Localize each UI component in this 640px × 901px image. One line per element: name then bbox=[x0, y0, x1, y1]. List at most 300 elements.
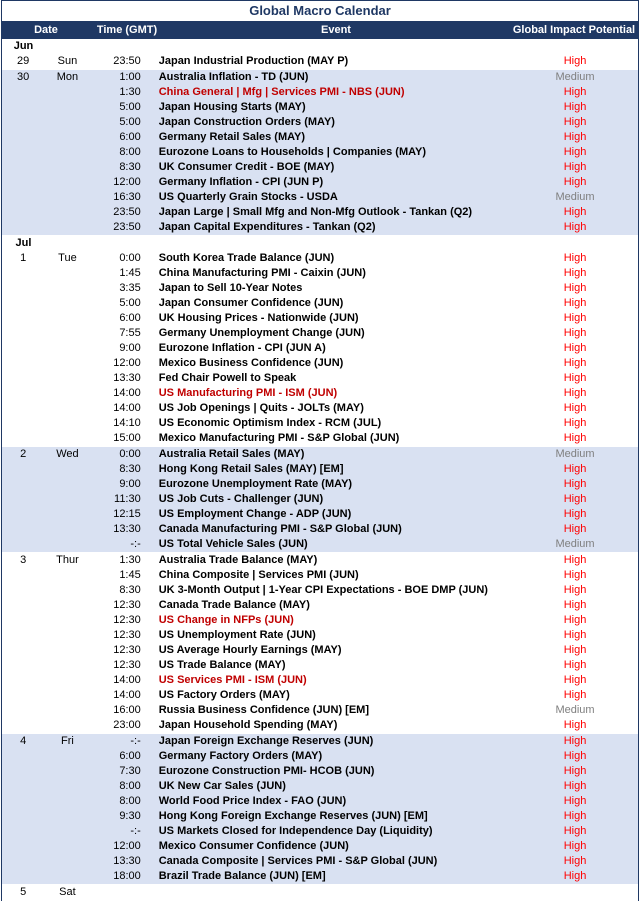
day-of-week bbox=[45, 507, 89, 522]
impact-level: High bbox=[563, 402, 587, 414]
day-number bbox=[1, 643, 45, 658]
day-number bbox=[1, 522, 45, 537]
calendar-title: Global Macro Calendar bbox=[1, 0, 639, 21]
event-name: Eurozone Inflation - CPI (JUN A) bbox=[158, 342, 326, 354]
impact-level: High bbox=[563, 840, 587, 852]
event-row bbox=[1, 522, 639, 537]
event-row bbox=[1, 794, 639, 809]
day-number: 29 bbox=[17, 55, 30, 67]
event-row bbox=[1, 311, 639, 326]
day-number bbox=[1, 477, 45, 492]
event-name: US Job Cuts - Challenger (JUN) bbox=[158, 493, 324, 505]
day-number bbox=[1, 854, 45, 869]
event-row bbox=[1, 764, 639, 779]
day-of-week bbox=[45, 824, 89, 839]
day-of-week bbox=[45, 749, 89, 764]
event-row bbox=[1, 341, 639, 356]
day-of-week bbox=[45, 628, 89, 643]
day-of-week bbox=[45, 220, 89, 235]
event-row bbox=[1, 734, 639, 749]
day-of-week bbox=[45, 311, 89, 326]
event-time: 12:30 bbox=[113, 659, 141, 671]
event-time: 9:30 bbox=[119, 810, 141, 822]
event-time: 6:00 bbox=[119, 312, 141, 324]
header-impact: Global Impact Potential bbox=[512, 24, 636, 36]
event-name: US Economic Optimism Index - RCM (JUL) bbox=[158, 417, 382, 429]
event-name: US Trade Balance (MAY) bbox=[158, 659, 286, 671]
day-of-week: Thur bbox=[56, 554, 79, 566]
day-of-week bbox=[45, 854, 89, 869]
event-row bbox=[1, 703, 639, 718]
event-name: Canada Trade Balance (MAY) bbox=[158, 599, 310, 611]
day-of-week bbox=[45, 190, 89, 205]
event-time: 8:30 bbox=[119, 161, 141, 173]
event-name: Japan Industrial Production (MAY P) bbox=[158, 55, 349, 67]
event-name: Mexico Business Confidence (JUN) bbox=[158, 357, 344, 369]
event-time: 9:00 bbox=[119, 478, 141, 490]
impact-level: High bbox=[563, 599, 587, 611]
day-of-week bbox=[45, 688, 89, 703]
impact-level: High bbox=[563, 342, 587, 354]
event-time: 14:00 bbox=[113, 387, 141, 399]
event-name: US Markets Closed for Independence Day (Liquidity) bbox=[158, 825, 433, 837]
event-name: US Quarterly Grain Stocks - USDA bbox=[158, 191, 338, 203]
day-number bbox=[1, 613, 45, 628]
day-number bbox=[1, 115, 45, 130]
event-row bbox=[1, 553, 639, 568]
event-row bbox=[1, 628, 639, 643]
event-row bbox=[1, 145, 639, 160]
impact-level bbox=[511, 885, 639, 900]
day-number bbox=[1, 598, 45, 613]
impact-level: High bbox=[563, 327, 587, 339]
event-time: 14:00 bbox=[113, 674, 141, 686]
day-number bbox=[1, 190, 45, 205]
impact-level: High bbox=[563, 569, 587, 581]
event-row bbox=[1, 281, 639, 296]
day-number bbox=[1, 175, 45, 190]
day-of-week bbox=[45, 386, 89, 401]
event-name: US Average Hourly Earnings (MAY) bbox=[158, 644, 342, 656]
impact-level: Medium bbox=[555, 71, 595, 83]
event-row bbox=[1, 447, 639, 462]
header-event: Event bbox=[321, 24, 351, 36]
day-block bbox=[1, 447, 639, 553]
event-time: 6:00 bbox=[119, 131, 141, 143]
event-row bbox=[1, 718, 639, 733]
day-number bbox=[1, 401, 45, 416]
day-number bbox=[1, 326, 45, 341]
day-of-week bbox=[45, 658, 89, 673]
event-row bbox=[1, 568, 639, 583]
impact-level: High bbox=[563, 750, 587, 762]
event-name: Germany Inflation - CPI (JUN P) bbox=[158, 176, 324, 188]
event-name: Germany Unemployment Change (JUN) bbox=[158, 327, 365, 339]
event-row bbox=[1, 70, 639, 85]
event-row bbox=[1, 613, 639, 628]
event-time: 23:50 bbox=[113, 55, 141, 67]
event-time: 12:30 bbox=[113, 629, 141, 641]
day-number bbox=[1, 205, 45, 220]
day-number bbox=[1, 794, 45, 809]
event-name: Germany Factory Orders (MAY) bbox=[158, 750, 323, 762]
day-number: 1 bbox=[20, 252, 27, 264]
day-of-week bbox=[45, 145, 89, 160]
event-time: 14:10 bbox=[113, 417, 141, 429]
event-row bbox=[1, 477, 639, 492]
day-of-week bbox=[45, 794, 89, 809]
impact-level: High bbox=[563, 644, 587, 656]
day-of-week bbox=[45, 431, 89, 446]
event-row bbox=[1, 401, 639, 416]
day-of-week bbox=[45, 115, 89, 130]
event-row bbox=[1, 749, 639, 764]
impact-level: High bbox=[563, 432, 587, 444]
day-of-week bbox=[45, 160, 89, 175]
day-of-week bbox=[45, 326, 89, 341]
day-of-week bbox=[45, 598, 89, 613]
event-time: 12:15 bbox=[113, 508, 141, 520]
event-row bbox=[1, 854, 639, 869]
day-of-week bbox=[45, 401, 89, 416]
event-time: 14:00 bbox=[113, 402, 141, 414]
impact-level: High bbox=[563, 101, 587, 113]
impact-level: High bbox=[563, 86, 587, 98]
event-name: UK New Car Sales (JUN) bbox=[158, 780, 286, 792]
event-name: Hong Kong Foreign Exchange Reserves (JUN) [EM] bbox=[158, 810, 428, 822]
impact-level: High bbox=[563, 131, 587, 143]
event-row bbox=[1, 386, 639, 401]
event-row bbox=[1, 673, 639, 688]
event-name: Australia Retail Sales (MAY) bbox=[158, 448, 305, 460]
event-time bbox=[90, 885, 151, 900]
event-time: 18:00 bbox=[113, 870, 141, 882]
event-name: Japan Consumer Confidence (JUN) bbox=[158, 297, 344, 309]
event-name: Russia Business Confidence (JUN) [EM] bbox=[158, 704, 369, 716]
day-block bbox=[1, 734, 639, 885]
event-name: Japan to Sell 10-Year Notes bbox=[158, 282, 303, 294]
impact-level: High bbox=[563, 719, 587, 731]
day-number bbox=[1, 492, 45, 507]
impact-level: High bbox=[563, 221, 587, 233]
event-time: 1:00 bbox=[119, 71, 141, 83]
event-time: 12:00 bbox=[113, 176, 141, 188]
event-name: US Manufacturing PMI - ISM (JUN) bbox=[158, 387, 338, 399]
day-of-week bbox=[45, 673, 89, 688]
day-number bbox=[1, 311, 45, 326]
event-name: Mexico Consumer Confidence (JUN) bbox=[158, 840, 349, 852]
day-of-week bbox=[45, 205, 89, 220]
event-name: South Korea Trade Balance (JUN) bbox=[158, 252, 335, 264]
event-time: 8:00 bbox=[119, 780, 141, 792]
event-name: US Job Openings | Quits - JOLTs (MAY) bbox=[158, 402, 364, 414]
event-row bbox=[1, 809, 639, 824]
impact-level: High bbox=[563, 417, 587, 429]
day-number bbox=[1, 658, 45, 673]
event-time: 1:30 bbox=[119, 86, 141, 98]
day-number bbox=[1, 266, 45, 281]
day-block bbox=[1, 885, 639, 901]
impact-level: High bbox=[563, 493, 587, 505]
impact-level: High bbox=[563, 252, 587, 264]
event-time: 5:00 bbox=[119, 297, 141, 309]
event-time: 13:30 bbox=[113, 855, 141, 867]
event-name: Japan Foreign Exchange Reserves (JUN) bbox=[158, 735, 374, 747]
event-time: 1:45 bbox=[119, 569, 141, 581]
day-number: 30 bbox=[17, 71, 30, 83]
event-name bbox=[151, 885, 511, 900]
impact-level: Medium bbox=[555, 538, 595, 550]
day-number bbox=[1, 688, 45, 703]
day-of-week bbox=[45, 477, 89, 492]
day-of-week bbox=[45, 839, 89, 854]
event-time: -:- bbox=[130, 538, 141, 550]
event-time: 3:35 bbox=[119, 282, 141, 294]
event-time: 12:00 bbox=[113, 840, 141, 852]
event-row bbox=[1, 296, 639, 311]
event-time: 15:00 bbox=[113, 432, 141, 444]
impact-level: High bbox=[563, 689, 587, 701]
impact-level: Medium bbox=[555, 191, 595, 203]
day-of-week bbox=[45, 522, 89, 537]
day-of-week bbox=[45, 356, 89, 371]
event-row bbox=[1, 462, 639, 477]
impact-level: High bbox=[563, 780, 587, 792]
event-name: Japan Capital Expenditures - Tankan (Q2) bbox=[158, 221, 376, 233]
event-time: 13:30 bbox=[113, 523, 141, 535]
header-date: Date bbox=[34, 24, 58, 36]
event-time: 14:00 bbox=[113, 689, 141, 701]
day-of-week bbox=[45, 130, 89, 145]
event-row bbox=[1, 356, 639, 371]
event-time: 5:00 bbox=[119, 101, 141, 113]
impact-level: High bbox=[563, 116, 587, 128]
day-of-week bbox=[45, 613, 89, 628]
day-of-week: Wed bbox=[56, 448, 79, 460]
event-name: Australia Inflation - TD (JUN) bbox=[158, 71, 309, 83]
event-name: UK Consumer Credit - BOE (MAY) bbox=[158, 161, 335, 173]
event-row bbox=[1, 160, 639, 175]
event-row bbox=[1, 492, 639, 507]
month-row bbox=[1, 236, 639, 251]
event-row bbox=[1, 885, 639, 900]
day-of-week bbox=[45, 568, 89, 583]
day-of-week bbox=[45, 281, 89, 296]
column-header-row bbox=[1, 21, 639, 39]
day-number bbox=[1, 507, 45, 522]
macro-calendar bbox=[1, 0, 639, 901]
event-row bbox=[1, 130, 639, 145]
day-number bbox=[1, 824, 45, 839]
impact-level: High bbox=[563, 463, 587, 475]
day-of-week: Sun bbox=[57, 55, 78, 67]
day-block bbox=[1, 553, 639, 734]
event-row bbox=[1, 220, 639, 235]
day-of-week bbox=[45, 809, 89, 824]
day-number bbox=[1, 673, 45, 688]
event-name: China General | Mfg | Services PMI - NBS (JUN) bbox=[158, 86, 405, 98]
day-number bbox=[1, 431, 45, 446]
day-of-week bbox=[45, 175, 89, 190]
event-time: -:- bbox=[130, 735, 141, 747]
day-of-week bbox=[45, 371, 89, 386]
event-time: 16:30 bbox=[113, 191, 141, 203]
event-row bbox=[1, 115, 639, 130]
impact-level: High bbox=[563, 267, 587, 279]
event-time: 1:45 bbox=[119, 267, 141, 279]
event-name: China Manufacturing PMI - Caixin (JUN) bbox=[158, 267, 366, 279]
event-row bbox=[1, 839, 639, 854]
event-time: 13:30 bbox=[113, 372, 141, 384]
impact-level: High bbox=[563, 297, 587, 309]
impact-level: High bbox=[563, 357, 587, 369]
day-number bbox=[1, 341, 45, 356]
event-time: 1:30 bbox=[119, 554, 141, 566]
event-row bbox=[1, 658, 639, 673]
event-time: 7:30 bbox=[119, 765, 141, 777]
event-time: 12:30 bbox=[113, 599, 141, 611]
impact-level: High bbox=[563, 387, 587, 399]
impact-level: High bbox=[563, 478, 587, 490]
day-of-week bbox=[45, 416, 89, 431]
day-number bbox=[1, 779, 45, 794]
day-of-week bbox=[45, 266, 89, 281]
event-row bbox=[1, 54, 639, 69]
day-of-week bbox=[45, 764, 89, 779]
day-of-week bbox=[45, 537, 89, 552]
day-of-week: Mon bbox=[56, 71, 79, 83]
event-time: 8:30 bbox=[119, 584, 141, 596]
event-name: US Employment Change - ADP (JUN) bbox=[158, 508, 352, 520]
day-of-week: Tue bbox=[58, 252, 77, 264]
event-time: 23:50 bbox=[113, 206, 141, 218]
event-time: 12:30 bbox=[113, 644, 141, 656]
event-row bbox=[1, 190, 639, 205]
day-of-week bbox=[45, 718, 89, 733]
event-row bbox=[1, 85, 639, 100]
event-name: Brazil Trade Balance (JUN) [EM] bbox=[158, 870, 326, 882]
impact-level: Medium bbox=[555, 704, 595, 716]
event-name: US Factory Orders (MAY) bbox=[158, 689, 290, 701]
event-name: Hong Kong Retail Sales (MAY) [EM] bbox=[158, 463, 344, 475]
impact-level: High bbox=[563, 312, 587, 324]
event-row bbox=[1, 779, 639, 794]
impact-level: High bbox=[563, 206, 587, 218]
day-of-week bbox=[45, 462, 89, 477]
day-of-week bbox=[45, 296, 89, 311]
impact-level: High bbox=[563, 825, 587, 837]
header-time: Time (GMT) bbox=[96, 24, 158, 36]
day-number bbox=[1, 296, 45, 311]
impact-level: High bbox=[563, 55, 587, 67]
event-name: Japan Construction Orders (MAY) bbox=[158, 116, 335, 128]
day-block bbox=[1, 236, 639, 447]
event-name: Japan Housing Starts (MAY) bbox=[158, 101, 306, 113]
event-name: US Unemployment Rate (JUN) bbox=[158, 629, 316, 641]
event-row bbox=[1, 431, 639, 446]
event-name: Canada Manufacturing PMI - S&P Global (JUN) bbox=[158, 523, 402, 535]
event-time: 23:50 bbox=[113, 221, 141, 233]
event-row bbox=[1, 643, 639, 658]
event-name: US Total Vehicle Sales (JUN) bbox=[158, 538, 308, 550]
impact-level: Medium bbox=[555, 448, 595, 460]
event-name: China Composite | Services PMI (JUN) bbox=[158, 569, 359, 581]
event-name: UK 3-Month Output | 1-Year CPI Expectations - BOE DMP (JUN) bbox=[158, 584, 488, 596]
day-of-week bbox=[45, 643, 89, 658]
event-name: Germany Retail Sales (MAY) bbox=[158, 131, 306, 143]
event-time: 12:00 bbox=[113, 357, 141, 369]
impact-level: High bbox=[563, 146, 587, 158]
day-of-week: Fri bbox=[61, 735, 74, 747]
event-row bbox=[1, 416, 639, 431]
day-number bbox=[1, 703, 45, 718]
impact-level: High bbox=[563, 176, 587, 188]
impact-level: High bbox=[563, 523, 587, 535]
event-row bbox=[1, 507, 639, 522]
day-number bbox=[1, 537, 45, 552]
day-number bbox=[1, 568, 45, 583]
event-row bbox=[1, 824, 639, 839]
event-row bbox=[1, 326, 639, 341]
event-row bbox=[1, 688, 639, 703]
impact-level: High bbox=[563, 855, 587, 867]
event-row bbox=[1, 175, 639, 190]
impact-level: High bbox=[563, 674, 587, 686]
month-label: Jun bbox=[13, 40, 34, 52]
event-time: 0:00 bbox=[119, 448, 141, 460]
event-time: 16:00 bbox=[113, 704, 141, 716]
day-of-week bbox=[45, 703, 89, 718]
impact-level: High bbox=[563, 810, 587, 822]
day-of-week bbox=[45, 100, 89, 115]
event-time: 8:30 bbox=[119, 463, 141, 475]
day-of-week bbox=[45, 341, 89, 356]
day-number bbox=[1, 462, 45, 477]
day-number bbox=[1, 130, 45, 145]
day-number bbox=[1, 628, 45, 643]
event-time: 9:00 bbox=[119, 342, 141, 354]
event-row bbox=[1, 583, 639, 598]
day-number bbox=[1, 100, 45, 115]
event-name: UK Housing Prices - Nationwide (JUN) bbox=[158, 312, 359, 324]
event-name: Fed Chair Powell to Speak bbox=[158, 372, 297, 384]
event-time: 8:00 bbox=[119, 795, 141, 807]
event-time: 12:30 bbox=[113, 614, 141, 626]
day-number bbox=[1, 764, 45, 779]
day-number bbox=[1, 718, 45, 733]
impact-level: High bbox=[563, 735, 587, 747]
event-name: Japan Large | Small Mfg and Non-Mfg Outlook - Tankan (Q2) bbox=[158, 206, 473, 218]
impact-level: High bbox=[563, 554, 587, 566]
event-row bbox=[1, 371, 639, 386]
impact-level: High bbox=[563, 372, 587, 384]
day-number: 5 bbox=[20, 886, 27, 898]
day-number bbox=[1, 145, 45, 160]
event-row bbox=[1, 251, 639, 266]
impact-level: High bbox=[563, 659, 587, 671]
day-number bbox=[1, 160, 45, 175]
event-name: US Services PMI - ISM (JUN) bbox=[158, 674, 307, 686]
event-time: 8:00 bbox=[119, 146, 141, 158]
event-row bbox=[1, 100, 639, 115]
event-name: Eurozone Unemployment Rate (MAY) bbox=[158, 478, 353, 490]
event-name: World Food Price Index - FAO (JUN) bbox=[158, 795, 347, 807]
month-row bbox=[1, 39, 639, 54]
day-of-week bbox=[45, 492, 89, 507]
day-number bbox=[1, 386, 45, 401]
day-of-week bbox=[45, 583, 89, 598]
event-row bbox=[1, 266, 639, 281]
